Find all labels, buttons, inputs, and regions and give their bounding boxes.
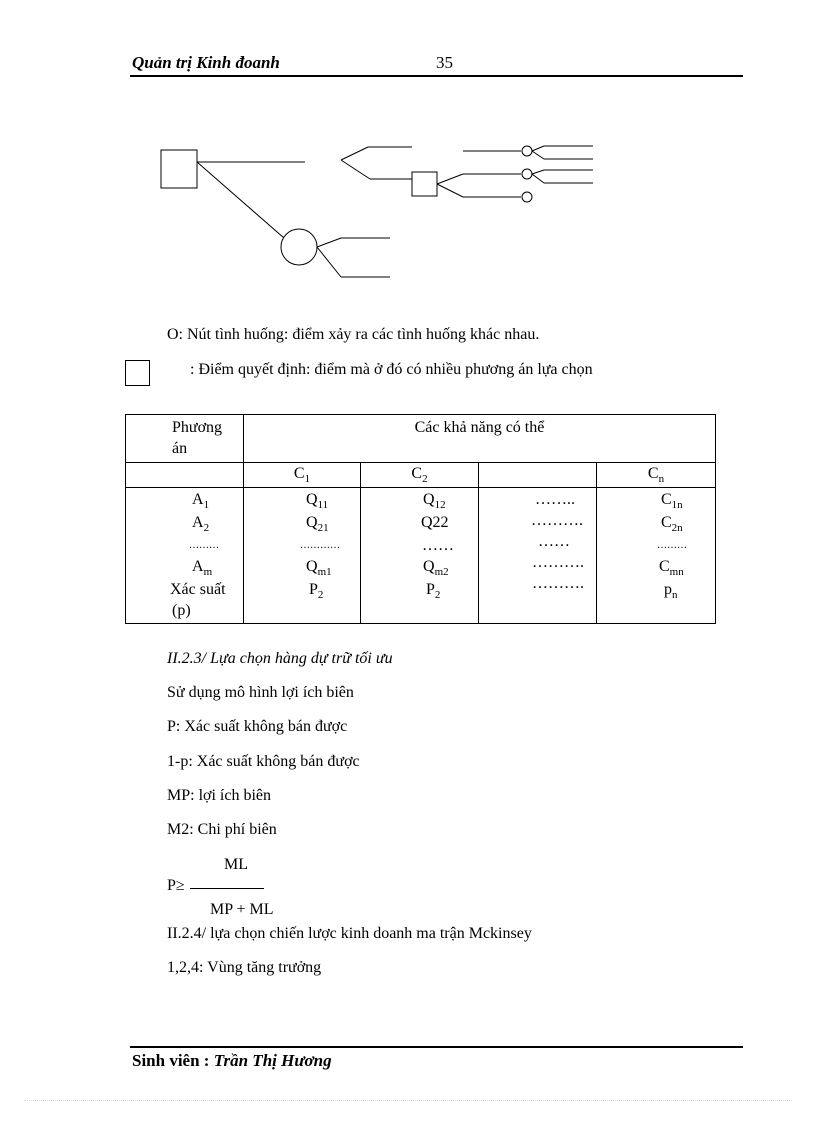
section-heading-2: II.2.4/ lựa chọn chiến lược kinh doanh ma trận Mckinsey [167, 925, 532, 942]
table-header-possibilities: Các khả năng có thể [244, 415, 716, 463]
payoff-table [125, 414, 716, 624]
footer: Sinh viên : Trần Thị Hương [132, 1051, 332, 1070]
table-cell: $C_1$ [244, 463, 361, 488]
tree-branch [197, 162, 284, 238]
table-cell [479, 463, 597, 488]
formula-numerator: ML [224, 856, 248, 873]
tree-branch [317, 247, 341, 277]
table-subheader-row [126, 463, 716, 488]
body-line: 1-p: Xác suất không bán được [167, 753, 360, 770]
tree-branch [532, 146, 544, 151]
chance-node-circle-small [522, 192, 532, 202]
table-cell: $C_n$ [597, 463, 716, 488]
table-header-alternative: Phương án [126, 415, 244, 463]
tree-branch [532, 151, 544, 159]
body-line: M2: Chi phí biên [167, 821, 277, 838]
tree-branch [317, 238, 341, 247]
table-col-cn: $C_{1n}$ $C_{2n}$ ……… $C_{mn}$ $p_n$ [597, 488, 716, 624]
tree-branch [341, 147, 368, 160]
chance-node-circle [281, 229, 317, 265]
chance-node-circle-small [522, 169, 532, 179]
formula-fraction-bar [190, 888, 264, 889]
legend-square-node: : Điểm quyết định: điểm mà ở đó có nhiều phương án lựa chọn [190, 361, 593, 378]
table-cell: $C_2$ [361, 463, 479, 488]
tree-branch [341, 160, 370, 179]
table-col-c2: $Q_{12}$ Q22 …… $Q_{m2}$ $P_2$ [361, 488, 479, 624]
table-col-alternatives: $A_1$ $A_2$ ……… $A_m$ Xác suất (p) [126, 488, 244, 624]
formula-denominator: MP + ML [210, 901, 274, 918]
table-cell [126, 463, 244, 488]
tree-branch [437, 184, 463, 197]
footer-rule [130, 1046, 743, 1048]
table-col-c1: $Q_{11}$ $Q_{21}$ ………… $Q_{m1}$ $P_2$ [244, 488, 361, 624]
body-line: P: Xác suất không bán được [167, 718, 348, 735]
body-line: MP: lợi ích biên [167, 787, 272, 804]
formula-lhs: P≥ [167, 877, 185, 894]
body-line: 1,2,4: Vùng tăng trưởng [167, 959, 322, 976]
legend-circle-node: O: Nút tình huống: điểm xảy ra các tình huống khác nhau. [167, 326, 540, 343]
section-title: II.2.3/ Lựa chọn hàng dự trữ tối ưu [167, 650, 393, 667]
table-col-ellipsis: …….. ………. …… ………. ………. [479, 488, 597, 624]
tree-branch [532, 170, 544, 174]
page-edge [24, 1100, 792, 1101]
decision-node-square [161, 150, 197, 188]
decision-node-square-small [412, 172, 437, 196]
table-header-row [126, 415, 716, 463]
table-body-row [126, 488, 716, 624]
decision-tree-diagram [0, 0, 816, 300]
page-number: 35 [436, 53, 453, 72]
header-title: Quản trị Kinh đoanh [132, 53, 280, 72]
tree-branch [532, 174, 544, 183]
tree-branch [437, 174, 463, 184]
student-name: Trần Thị Hương [213, 1051, 332, 1070]
chance-node-circle-small [522, 146, 532, 156]
legend-square-icon [125, 360, 150, 386]
body-line: Sử dụng mô hình lợi ích biên [167, 684, 354, 701]
